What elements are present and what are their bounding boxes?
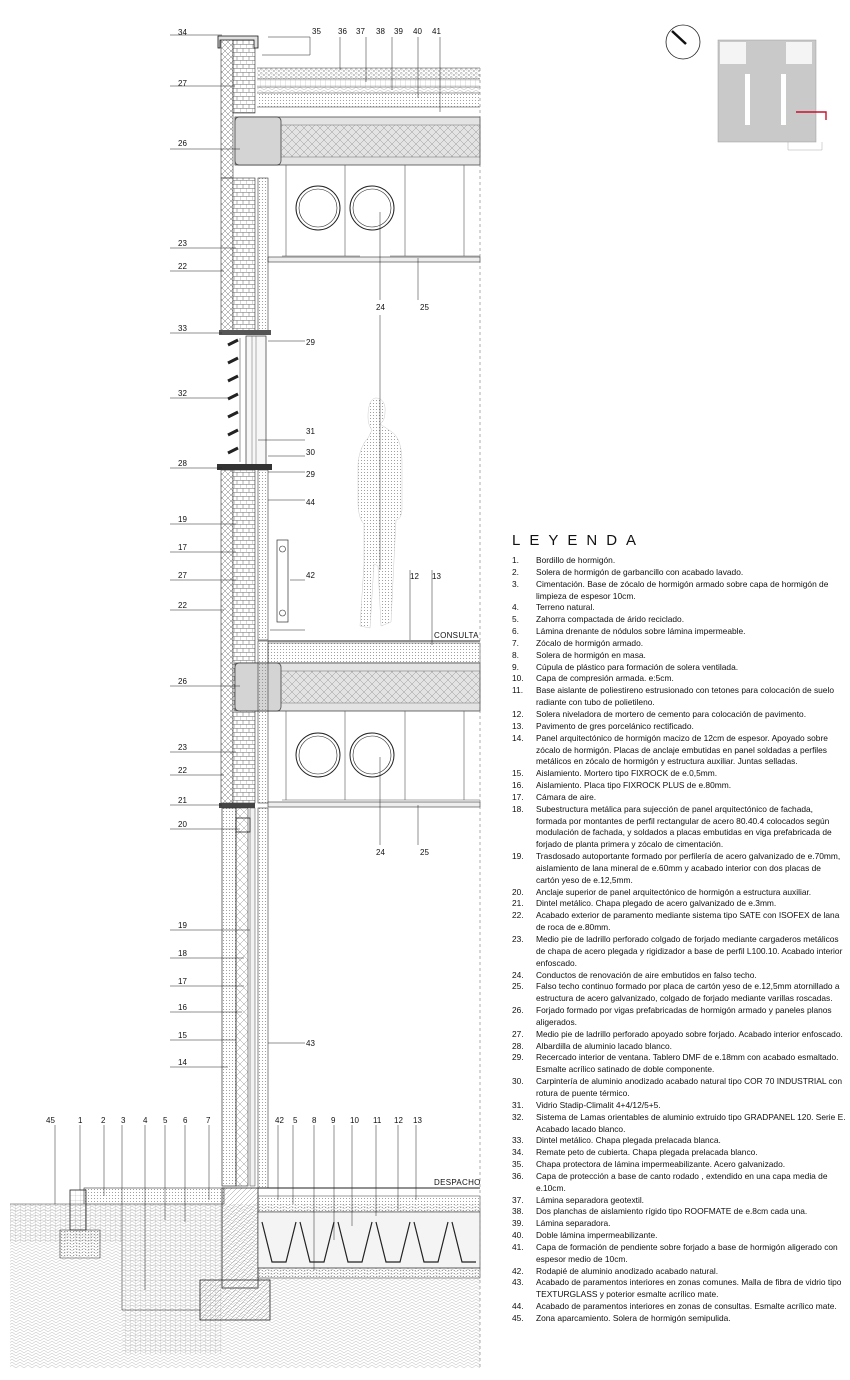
callout-22-mid: 22 (178, 601, 187, 610)
legend-item (512, 768, 846, 780)
lower-slab (235, 641, 480, 803)
key-plan (718, 40, 826, 150)
legend-item-text: Zócalo de hormigón armado. (536, 637, 644, 648)
legend-item (512, 1041, 846, 1053)
consulta-floor (268, 641, 480, 663)
legend-item-number: 23. (512, 934, 524, 944)
legend-item (512, 970, 846, 982)
callout-19-low: 19 (178, 921, 187, 930)
legend-item-number: 6. (512, 626, 519, 637)
legend-item-text: Panel arquitectónico de hormigón macizo de 12cm de espesor. Apoyado sobre zócalo de hormigón. Placas de anclaje embutidas en panel soldadas a perfiles metálicos en zócalo de hormigón y estructura auxiliar. Juntas selladas. (536, 732, 828, 767)
legend-item-number: 13. (512, 720, 524, 731)
legend-item (512, 638, 846, 650)
callout-30: 30 (306, 448, 315, 457)
callout-22-low: 22 (178, 766, 187, 775)
legend-item-text: Doble lámina impermeabilizante. (536, 1230, 658, 1241)
upper-ceiling (268, 165, 480, 262)
legend-item-text: Lámina drenante de nódulos sobre lámina impermeable. (536, 626, 746, 637)
callout-41: 41 (432, 27, 441, 36)
legend-item-text: Recercado interior de ventana. Tablero DMF de e.18mm con acabado esmaltado. Esmalte acrílico satinado de doble componente. (536, 1052, 839, 1075)
legend-item-text: Chapa protectora de lámina impermeabilizante. Acero galvanizado. (536, 1159, 786, 1170)
legend-item-text: Acabado exterior de paramento mediante sistema tipo SATE con ISOFEX de lana de roca de e.80mm. (536, 910, 840, 933)
callout-28: 28 (178, 459, 187, 468)
legend-item (512, 709, 846, 721)
legend-item-text: Base aislante de poliestireno estrusionado con tetones para colocación de suelo radiante con tubo de polietileno. (536, 685, 834, 708)
legend-item-number: 5. (512, 614, 519, 625)
legend-item-number: 25. (512, 981, 524, 992)
callout-38: 38 (376, 27, 385, 36)
legend-item-text: Forjado formado por vigas prefabricadas de hormigón armado y paneles planos aligerados. (536, 1005, 832, 1027)
callout-24-low: 24 (376, 848, 385, 857)
legend-item-number: 9. (512, 661, 519, 672)
legend-item (512, 1171, 846, 1195)
room-label-despacho: DESPACHO (434, 1178, 481, 1187)
legend-item-text: Acabado de paramentos interiores en zonas comunes. Malla de fibra de vidrio tipo TEXTURGLASS y poterior esmalte acrílico mate. (536, 1277, 842, 1300)
callout-32: 32 (178, 389, 187, 398)
legend-item (512, 1135, 846, 1147)
callout-29-top: 29 (306, 338, 315, 347)
legend-item-number: 32. (512, 1111, 524, 1122)
legend-item-text: Cimentación. Base de zócalo de hormigón armado sobre capa de hormigón de limpieza de espesor 10cm. (536, 578, 829, 601)
legend-item-number: 41. (512, 1241, 524, 1252)
legend-item-number: 22. (512, 910, 524, 921)
legend-item-text: Falso techo continuo formado por placa de cartón yeso de e.12,5mm atornillado a estructura de acero galvanizado, colgado de forjado mediante varillas roscadas. (536, 981, 840, 1004)
callout-26-mid: 26 (178, 677, 187, 686)
legend-item-number: 40. (512, 1230, 524, 1241)
legend-title: LEYENDA (512, 532, 646, 549)
legend-item-number: 38. (512, 1206, 524, 1217)
legend-item-text: Dintel metálico. Chapa plegado de acero galvanizado de e.3mm. (536, 898, 777, 909)
legend-item (512, 662, 846, 674)
legend-item-text: Dos planchas de aislamiento rígido tipo ROOFMATE de e.8cm cada una. (536, 1206, 808, 1217)
callout-13-mid: 13 (432, 572, 441, 581)
legend-item (512, 1277, 846, 1301)
legend-item-text: Zona aparcamiento. Solera de hormigón semipulida. (536, 1313, 731, 1323)
callout-37: 37 (356, 27, 365, 36)
legend-item-number: 11. (512, 685, 524, 696)
callout-16: 16 (178, 1003, 187, 1012)
callout-35: 35 (312, 27, 321, 36)
legend (512, 532, 846, 1325)
legend-item-number: 8. (512, 649, 519, 660)
roof-layers (257, 68, 480, 107)
legend-item-text: Lámina separadora geotextil. (536, 1194, 645, 1205)
callout-31: 31 (306, 427, 315, 436)
legend-item (512, 614, 846, 626)
legend-item-text: Vidrio Stadip-Climalit 4+4/12/5+5. (536, 1099, 661, 1110)
callout-11: 11 (373, 1116, 382, 1125)
callout-14: 14 (178, 1058, 187, 1067)
legend-item (512, 981, 846, 1005)
legend-item-text: Medio pie de ladrillo perforado colgado de forjado mediante cargaderos metálicos de chapa de acero plegada y rigidizador a base de perfil L100.10. Acabado interior enfoscado. (536, 934, 843, 968)
callout-45: 45 (46, 1116, 55, 1125)
north-arrow (666, 25, 700, 59)
callout-1: 1 (78, 1116, 83, 1125)
legend-item-number: 33. (512, 1135, 524, 1146)
callout-18: 18 (178, 949, 187, 958)
legend-item (512, 1029, 846, 1041)
legend-item-number: 16. (512, 780, 524, 791)
legend-item (512, 626, 846, 638)
legend-item-text: Solera niveladora de mortero de cemento para colocación de pavimento. (536, 708, 807, 719)
legend-item-text: Aislamiento. Mortero tipo FIXROCK de e.0,5mm. (536, 768, 718, 779)
callout-5-b: 5 (293, 1116, 298, 1125)
legend-item-number: 44. (512, 1301, 524, 1312)
legend-item (512, 685, 846, 709)
legend-item-number: 19. (512, 851, 524, 862)
legend-item (512, 733, 846, 769)
legend-item-number: 27. (512, 1028, 524, 1039)
legend-item-text: Rodapié de aluminio anodizado acabado natural. (536, 1265, 719, 1276)
legend-item-text: Lámina separadora. (536, 1218, 611, 1229)
callout-36: 36 (338, 27, 347, 36)
legend-item-text: Cámara de aire. (536, 791, 597, 802)
callout-43: 43 (306, 1039, 315, 1048)
callout-34: 34 (178, 28, 187, 37)
callout-42-low: 42 (275, 1116, 284, 1125)
legend-item-number: 28. (512, 1040, 524, 1051)
callout-17-low: 17 (178, 977, 187, 986)
callout-27-mid: 27 (178, 571, 187, 580)
callout-15: 15 (178, 1031, 187, 1040)
legend-item-number: 20. (512, 886, 524, 897)
legend-item (512, 1076, 846, 1100)
legend-item-number: 15. (512, 768, 524, 779)
legend-item (512, 1313, 846, 1325)
legend-item-text: Cúpula de plástico para formación de solera ventilada. (536, 661, 739, 672)
callout-22-top: 22 (178, 262, 187, 271)
middle-wall (221, 470, 288, 803)
legend-item-number: 39. (512, 1218, 524, 1229)
legend-item-number: 1. (512, 555, 519, 565)
legend-item (512, 602, 846, 614)
callout-9: 9 (331, 1116, 336, 1125)
legend-item-text: Medio pie de ladrillo perforado apoyado sobre forjado. Acabado interior enfoscado. (536, 1028, 843, 1039)
callout-39: 39 (394, 27, 403, 36)
legend-item (512, 887, 846, 899)
callout-23-mid: 23 (178, 743, 187, 752)
legend-item-text: Aislamiento. Placa tipo FIXROCK PLUS de e.80mm. (536, 780, 732, 791)
legend-item-number: 29. (512, 1052, 524, 1063)
legend-item-number: 45. (512, 1313, 524, 1323)
legend-item (512, 851, 846, 887)
legend-item-number: 18. (512, 803, 524, 814)
legend-item-text: Solera de hormigón de garbancillo con acabado lavado. (536, 566, 744, 577)
callout-12-low: 12 (394, 1116, 403, 1125)
legend-item (512, 1206, 846, 1218)
legend-item-number: 42. (512, 1265, 524, 1276)
legend-item-text: Anclaje superior de panel arquitectónico de hormigón a estructura auxiliar. (536, 886, 812, 897)
legend-item-text: Terreno natural. (536, 602, 595, 613)
lower-ceiling (268, 711, 480, 807)
callout-19-top: 19 (178, 515, 187, 524)
callout-4: 4 (143, 1116, 148, 1125)
legend-item (512, 792, 846, 804)
legend-item (512, 804, 846, 851)
legend-item-number: 43. (512, 1277, 524, 1288)
callout-13-low: 13 (413, 1116, 422, 1125)
legend-item (512, 567, 846, 579)
legend-item (512, 650, 846, 662)
legend-item-text: Trasdosado autoportante formado por perfilería de acero galvanizado de e.70mm, aislamiento de lana mineral de e.60mm y acabado interior con dos placas de cartón yeso de e.12,5mm. (536, 851, 841, 885)
callout-26-top: 26 (178, 139, 187, 148)
legend-item-number: 3. (512, 578, 519, 589)
ground-section (10, 1188, 480, 1368)
legend-item-text: Albardilla de aluminio lacado blanco. (536, 1040, 672, 1051)
callout-21: 21 (178, 796, 187, 805)
callout-2: 2 (101, 1116, 106, 1125)
callout-24-top: 24 (376, 303, 385, 312)
legend-list (512, 555, 846, 1325)
legend-item (512, 1052, 846, 1076)
callout-23-top: 23 (178, 239, 187, 248)
legend-item-text: Zahorra compactada de árido reciclado. (536, 614, 685, 625)
legend-item-text: Capa de formación de pendiente sobre forjado a base de hormigón aligerado con espesor medio de 10cm. (536, 1241, 838, 1264)
callout-10: 10 (350, 1116, 359, 1125)
callout-7: 7 (206, 1116, 211, 1125)
callout-40: 40 (413, 27, 422, 36)
legend-item-text: Capa de protección a base de canto rodado , extendido en una capa media de e.10cm. (536, 1170, 828, 1193)
legend-item (512, 555, 846, 567)
legend-item-number: 12. (512, 708, 524, 719)
legend-item-text: Subestructura metálica para sujección de panel arquitectónico de fachada, formada por montantes de perfil rectangular de acero 80.40.4 colocados según modulación de fachada, y soldados a placas embutidas en viga prefabricada de forjado de planta primera y zócalo de cimentación. (536, 803, 832, 850)
callout-25-top: 25 (420, 303, 429, 312)
legend-item-text: Pavimento de gres porcelánico rectificado. (536, 720, 694, 731)
upper-slab (235, 117, 480, 165)
callout-5: 5 (163, 1116, 168, 1125)
legend-item-text: Dintel metálico. Chapa plegada prelacada blanca. (536, 1135, 721, 1146)
callout-3: 3 (121, 1116, 126, 1125)
legend-item (512, 1159, 846, 1171)
legend-item (512, 1242, 846, 1266)
lower-facade (219, 803, 268, 1188)
legend-item (512, 1147, 846, 1159)
callout-33: 33 (178, 324, 187, 333)
legend-item (512, 1230, 846, 1242)
legend-item (512, 934, 846, 970)
legend-item-text: Sistema de Lamas orientables de aluminio extruido tipo GRADPANEL 120. Serie E. Acabado lacado blanco. (536, 1111, 846, 1134)
callout-12-mid: 12 (410, 572, 419, 581)
legend-item-number: 26. (512, 1005, 524, 1016)
legend-item (512, 1301, 846, 1313)
callout-6: 6 (183, 1116, 188, 1125)
legend-item-text: Capa de compresión armada. e:5cm. (536, 673, 674, 684)
legend-item-number: 10. (512, 673, 524, 684)
legend-item-number: 2. (512, 566, 519, 577)
legend-item (512, 780, 846, 792)
legend-item-text: Bordillo de hormigón. (536, 555, 616, 565)
window (217, 330, 272, 470)
callout-17-top: 17 (178, 543, 187, 552)
legend-item-number: 24. (512, 969, 524, 980)
callout-8: 8 (312, 1116, 317, 1125)
legend-item-text: Solera de hormigón en masa. (536, 649, 646, 660)
legend-item-number: 34. (512, 1147, 524, 1158)
legend-item (512, 579, 846, 603)
legend-item-number: 21. (512, 898, 524, 909)
legend-item-number: 37. (512, 1194, 524, 1205)
legend-item-number: 14. (512, 732, 524, 743)
legend-item-text: Acabado de paramentos interiores en zonas de consultas. Esmalte acrílico mate. (536, 1301, 837, 1312)
legend-item-number: 17. (512, 791, 524, 802)
legend-item-number: 30. (512, 1076, 524, 1087)
legend-item (512, 1112, 846, 1136)
legend-item (512, 673, 846, 685)
legend-item-number: 7. (512, 637, 519, 648)
room-label-consulta: CONSULTA (434, 631, 479, 640)
legend-item-number: 35. (512, 1159, 524, 1170)
legend-item (512, 1218, 846, 1230)
callout-44: 44 (306, 498, 315, 507)
legend-item-text: Conductos de renovación de aire embutidos en falso techo. (536, 969, 757, 980)
legend-item (512, 1266, 846, 1278)
legend-item-number: 36. (512, 1170, 524, 1181)
callout-42-mid: 42 (306, 571, 315, 580)
legend-item (512, 1100, 846, 1112)
legend-item (512, 1195, 846, 1207)
legend-item (512, 1005, 846, 1029)
upper-wall (221, 178, 268, 333)
legend-item-text: Remate peto de cubierta. Chapa plegada prelacada blanco. (536, 1147, 758, 1158)
legend-item-text: Carpintería de aluminio anodizado acabado natural tipo COR 70 INDUSTRIAL con rotura de puente térmico. (536, 1076, 843, 1098)
callout-29-low: 29 (306, 470, 315, 479)
legend-item (512, 898, 846, 910)
callout-27-top: 27 (178, 79, 187, 88)
legend-item-number: 4. (512, 602, 519, 613)
legend-item (512, 721, 846, 733)
legend-item (512, 910, 846, 934)
legend-item-number: 31. (512, 1099, 524, 1110)
callout-20: 20 (178, 820, 187, 829)
callout-25-low: 25 (420, 848, 429, 857)
